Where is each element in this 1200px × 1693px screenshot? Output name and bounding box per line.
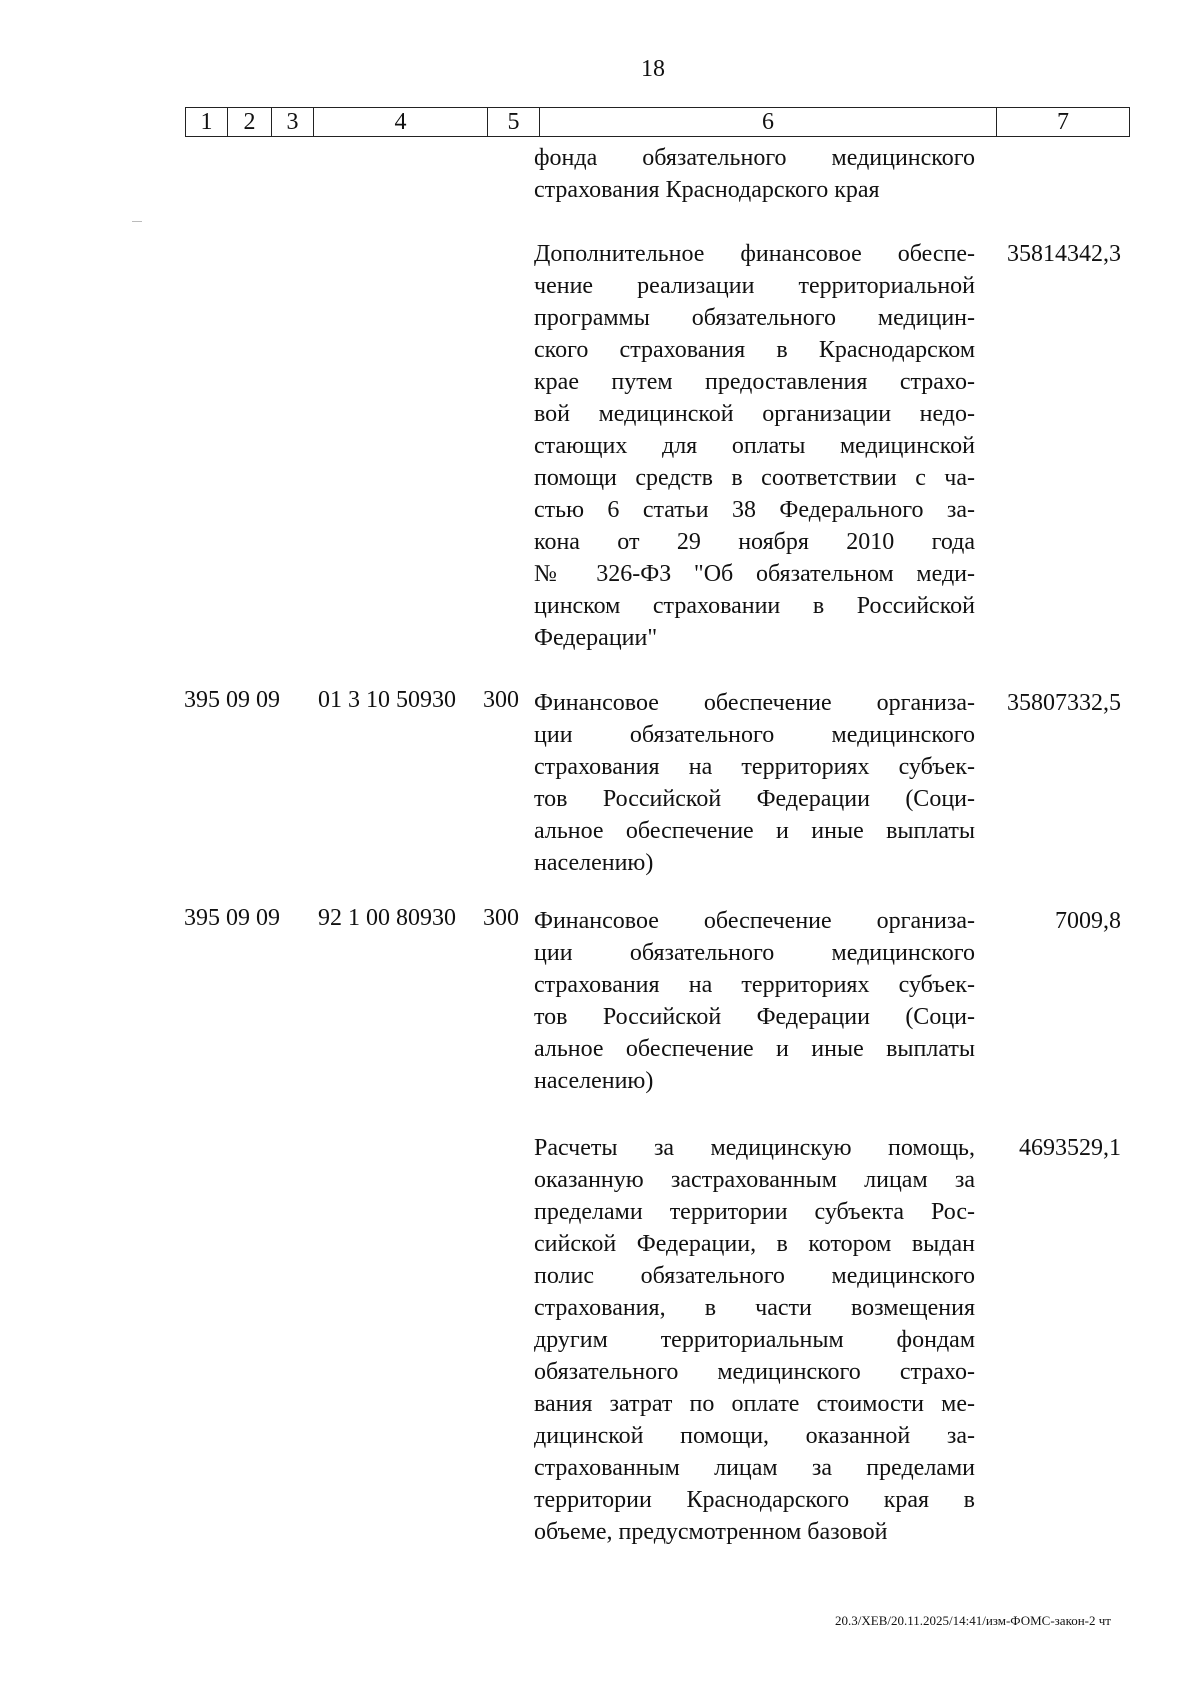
table-header (185, 107, 1130, 137)
description-line: № 326-ФЗ "Об обязательном меди- (534, 561, 975, 587)
row-description (534, 1132, 975, 1548)
description-line: ции обязательного медицинского (534, 722, 975, 748)
row-description (534, 687, 975, 879)
row-amount: 4693529,1 (1019, 1135, 1121, 1161)
description-line: оказанную застрахованным лицам за (534, 1167, 975, 1193)
row-amount: 35807332,5 (1007, 690, 1121, 716)
description-line: вания затрат по оплате стоимости ме- (534, 1391, 975, 1417)
description-line: крае путем предоставления страхо- (534, 369, 975, 395)
header-col-5: 5 (488, 108, 540, 137)
description-line: населению) (534, 1068, 654, 1094)
description-line: Финансовое обеспечение организа- (534, 908, 975, 934)
description-line: территории Краснодарского края в (534, 1487, 975, 1513)
description-line: фонда обязательного медицинского (534, 145, 975, 171)
target-article-code: 01 3 10 50930 (318, 687, 456, 713)
row-description (534, 905, 975, 1097)
header-col-6: 6 (540, 108, 997, 137)
description-line: объеме, предусмотренном базовой (534, 1519, 888, 1545)
description-line: полис обязательного медицинского (534, 1263, 975, 1289)
header-col-2: 2 (228, 108, 272, 137)
scan-artifact (132, 221, 142, 222)
description-line: ции обязательного медицинского (534, 940, 975, 966)
description-line: Расчеты за медицинскую помощь, (534, 1135, 975, 1161)
description-line: дицинской помощи, оказанной за- (534, 1423, 975, 1449)
description-line: чение реализации территориальной (534, 273, 975, 299)
description-line: Финансовое обеспечение организа- (534, 690, 975, 716)
description-line: цинском страховании в Российской (534, 593, 975, 619)
document-footer: 20.3/ХЕВ/20.11.2025/14:41/изм-ФОМС-закон-2 чт (835, 1613, 1111, 1628)
target-article-code: 92 1 00 80930 (318, 905, 456, 931)
row-amount: 7009,8 (1055, 908, 1121, 934)
description-line: альное обеспечение и иные выплаты (534, 818, 975, 844)
header-col-1: 1 (186, 108, 228, 137)
description-line: альное обеспечение и иные выплаты (534, 1036, 975, 1062)
description-line: обязательного медицинского страхо- (534, 1359, 975, 1385)
description-line: страхования Краснодарского края (534, 177, 880, 203)
description-line: страхованным лицам за пределами (534, 1455, 975, 1481)
description-line: населению) (534, 850, 654, 876)
header-col-3: 3 (272, 108, 314, 137)
header-col-4: 4 (314, 108, 488, 137)
expense-type-code: 300 (483, 905, 519, 931)
description-line: другим территориальным фондам (534, 1327, 975, 1353)
description-line: помощи средств в соответствии с ча- (534, 465, 975, 491)
description-line: стью 6 статьи 38 Федерального за- (534, 497, 975, 523)
description-line: ского страхования в Краснодарском (534, 337, 975, 363)
description-line: сийской Федерации, в котором выдан (534, 1231, 975, 1257)
description-line: тов Российской Федерации (Соци- (534, 1004, 975, 1030)
description-line: стающих для оплаты медицинской (534, 433, 975, 459)
description-line: вой медицинской организации недо- (534, 401, 975, 427)
description-line: программы обязательного медицин- (534, 305, 975, 331)
section-code: 395 09 09 (184, 905, 280, 931)
description-line: Федерации" (534, 625, 658, 651)
row-amount: 35814342,3 (1007, 241, 1121, 267)
section-code: 395 09 09 (184, 687, 280, 713)
description-line: страхования, в части возмещения (534, 1295, 975, 1321)
row-description (534, 238, 975, 654)
description-line: страхования на территориях субъек- (534, 754, 975, 780)
header-col-7: 7 (997, 108, 1130, 137)
page-number: 18 (641, 56, 665, 82)
description-line: пределами территории субъекта Рос- (534, 1199, 975, 1225)
description-line: кона от 29 ноября 2010 года (534, 529, 975, 555)
description-line: Дополнительное финансовое обеспе- (534, 241, 975, 267)
row-description (534, 142, 975, 206)
description-line: тов Российской Федерации (Соци- (534, 786, 975, 812)
description-line: страхования на территориях субъек- (534, 972, 975, 998)
expense-type-code: 300 (483, 687, 519, 713)
